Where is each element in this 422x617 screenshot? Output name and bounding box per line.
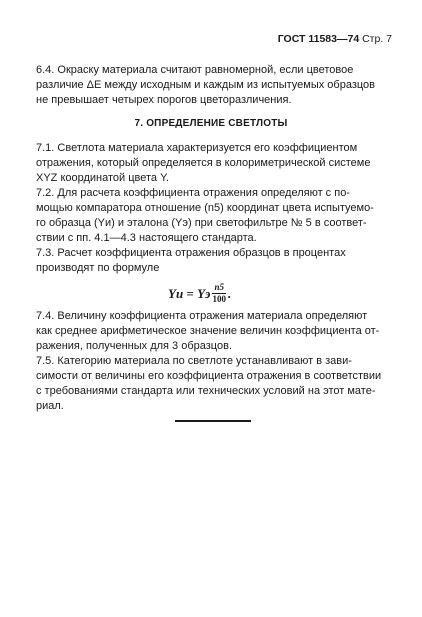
text-line: отражения, который определяется в колориметрической системе [36,157,371,169]
formula-denominator: 100 [212,294,226,304]
paragraph-7-4 [36,309,391,354]
text-line: риал. [36,400,64,412]
text-line: XYZ координатой цвета Y. [36,172,170,184]
text-line: производят по формуле [36,262,160,274]
paragraph-6-4 [36,63,391,108]
paragraph-7-5 [36,354,391,414]
text-line: различие ΔE между исходным и каждым из испытуемых образцов [36,79,376,91]
formula-numerator: n5 [214,282,224,292]
formula-fraction [212,282,226,305]
text-line: 7.5. Категорию материала по светлоте устанавливают в зави- [36,355,352,367]
running-header [278,33,392,45]
text-line: не превышает четырех порогов цветоразличения. [36,94,292,106]
text-line: ражения, полученных для 3 образцов. [36,340,233,352]
text-line: ствии с пп. 4.1—4.3 настоящего стандарта. [36,232,257,244]
formula-lhs: Yи [168,285,184,301]
formula-end: . [227,285,232,301]
paragraph-7-2 [36,186,391,246]
text-line: мощью компаратора отношение (n5) координат цвета испытуемо- [36,202,374,214]
text-line: 7.2. Для расчета коэффициента отражения определяют с по- [36,187,350,199]
text-line: симости от величины его коэффициента отражения в соответствии [36,370,382,382]
text-line: 7.4. Величину коэффициента отражения материала определяют [36,310,368,322]
paragraph-7-1 [36,141,391,186]
formula-equals: = [183,285,198,301]
standard-number: ГОСТ 11583—74 [277,33,360,45]
text-line: 7.1. Светлота материала характеризуется его коэффициентом [36,142,358,154]
text-line: 7.3. Расчет коэффициента отражения образцов в процентах [36,247,346,259]
text-line: го образца (Yи) и эталона (Yэ) при светофильтре № 5 в соответ- [36,217,367,229]
reflectance-formula [168,282,231,305]
end-rule [175,420,251,422]
text-line: с требованиями стандарта или технических условий на этот мате- [36,385,376,397]
text-line: как среднее арифметическое значение величин коэффициента от- [36,325,380,337]
section-title: 7. ОПРЕДЕЛЕНИЕ СВЕТЛОТЫ [134,118,288,129]
paragraph-7-3-text [36,246,391,276]
text-line: 6.4. Окраску материала считают равномерной, если цветовое [36,64,354,76]
formula-rhs: Yэ [197,285,211,301]
page-number: Стр. 7 [362,33,392,45]
